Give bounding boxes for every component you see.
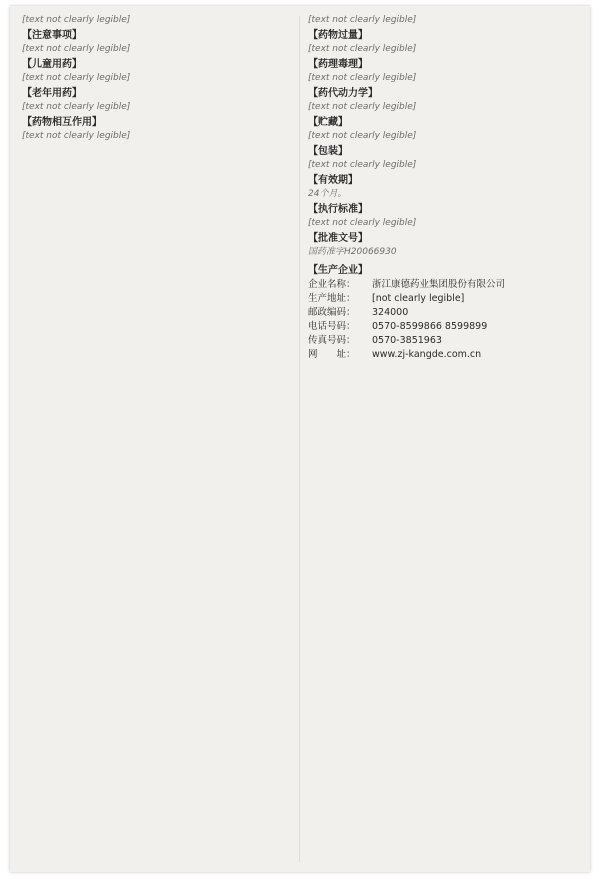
insert-section: [308, 29, 576, 55]
section-text: [text not clearly legible]: [308, 15, 417, 25]
row-value: 0570-8599866 8599899: [372, 321, 488, 332]
insert-section: [308, 87, 576, 113]
row-value: 0570-3851963: [372, 335, 442, 346]
section-text: [text not clearly legible]: [22, 73, 131, 83]
section-text: [text not clearly legible]: [22, 131, 131, 141]
section-heading: 【药理毒理】: [308, 59, 368, 70]
row-label: 传真号码：: [308, 335, 356, 346]
section-text: [text not clearly legible]: [22, 44, 131, 54]
section-text: [text not clearly legible]: [308, 102, 417, 112]
section-text: [text not clearly legible]: [308, 44, 417, 54]
left-column: [22, 14, 290, 145]
row-value: 324000: [372, 307, 409, 318]
insert-section: [22, 29, 290, 55]
section-text: [text not clearly legible]: [308, 73, 417, 83]
section-heading: 【生产企业】: [308, 265, 368, 276]
insert-section: [308, 174, 576, 200]
row-label: 生产地址：: [308, 293, 356, 304]
row-value: www.zj-kangde.com.cn: [372, 349, 482, 360]
section-text: [text not clearly legible]: [22, 102, 131, 112]
fax-row: [308, 334, 576, 348]
insert-section: [22, 116, 290, 142]
row-value: [not clearly legible]: [372, 293, 465, 304]
section-text: 24个月。: [308, 189, 347, 199]
section-heading: 【包装】: [308, 146, 348, 157]
section-heading: 【药代动力学】: [308, 88, 378, 99]
company-name-row: [308, 278, 576, 292]
insert-section: [308, 145, 576, 171]
section-text: [text not clearly legible]: [308, 218, 417, 228]
section-heading: 【批准文号】: [308, 233, 368, 244]
section-heading: 【有效期】: [308, 175, 358, 186]
row-label: 电话号码：: [308, 321, 356, 332]
right-column: [308, 14, 576, 362]
insert-section: [308, 203, 576, 229]
row-label: 网 址：: [308, 349, 356, 360]
package-insert-sheet: [10, 6, 590, 872]
insert-section: [22, 58, 290, 84]
phone-row: [308, 320, 576, 334]
section-heading: 【注意事项】: [22, 30, 82, 41]
postal-code-row: [308, 306, 576, 320]
website-row: [308, 348, 576, 362]
manufacturer-block: [308, 264, 576, 362]
insert-section: [308, 14, 576, 26]
section-text: [text not clearly legible]: [22, 15, 131, 25]
insert-section: [308, 116, 576, 142]
insert-section: [308, 232, 576, 258]
production-address-row: [308, 292, 576, 306]
section-heading: 【老年用药】: [22, 88, 82, 99]
section-heading: 【药物过量】: [308, 30, 368, 41]
section-text: [text not clearly legible]: [308, 131, 417, 141]
section-heading: 【儿童用药】: [22, 59, 82, 70]
row-label: 企业名称：: [308, 279, 356, 290]
section-heading: 【药物相互作用】: [22, 117, 102, 128]
insert-section: [22, 87, 290, 113]
insert-section: [22, 14, 290, 26]
row-value: 浙江康德药业集团股份有限公司: [372, 279, 506, 290]
insert-section: [308, 58, 576, 84]
section-text: 国药准字H20066930: [308, 247, 397, 257]
row-label: 邮政编码：: [308, 307, 356, 318]
column-divider: [299, 16, 300, 862]
section-text: [text not clearly legible]: [308, 160, 417, 170]
section-heading: 【执行标准】: [308, 204, 368, 215]
section-heading: 【贮藏】: [308, 117, 348, 128]
